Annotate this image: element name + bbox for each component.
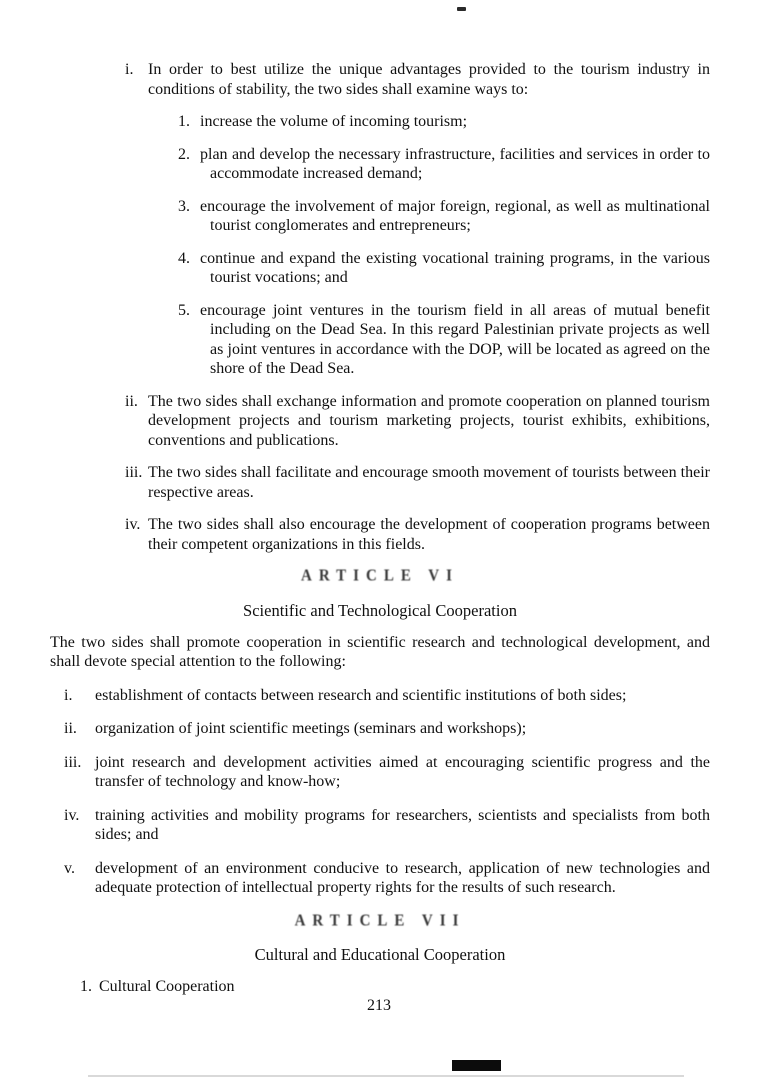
scan-footer-line [88, 1075, 684, 1077]
list-item [125, 515, 710, 554]
item-text: increase the volume of incoming tourism; [200, 113, 468, 131]
item-marker: i. [64, 686, 73, 704]
item-text: plan and develop the necessary infrastructure, facilities and services in order to accommodate increased demand; [200, 145, 710, 183]
page-content [50, 60, 710, 997]
list-item [178, 249, 710, 288]
item-marker: iv. [125, 516, 141, 534]
item-text: Cultural Cooperation [99, 978, 235, 996]
list-item [64, 753, 710, 792]
item-marker: 3. [178, 197, 190, 215]
item-marker: 1. [80, 978, 92, 996]
list-item [64, 806, 710, 845]
item-marker: iii. [125, 464, 143, 482]
item-marker: 2. [178, 145, 190, 163]
item-text: The two sides shall also encourage the development of cooperation programs between their competent organizations in this fields. [148, 516, 710, 553]
item-marker: 4. [178, 249, 190, 267]
section-title-cultural: Cultural and Educational Cooperation [254, 945, 506, 965]
section-intro: The two sides shall promote cooperation in scientific research and technological development, and shall devote special attention to the following: [50, 633, 710, 671]
item-marker: 1. [178, 113, 190, 131]
item-marker: iv. [64, 806, 80, 824]
item-text: encourage joint ventures in the tourism field in all areas of mutual benefit including on the Dead Sea. In this regard Palestinian private projects as well as joint ventures in accordance with the DOP, will be located as agreed on the shore of the Dead Sea. [200, 301, 710, 378]
scan-artifact-top [457, 7, 466, 11]
list-item [125, 463, 710, 502]
list-item [178, 145, 710, 184]
list-item [125, 392, 710, 451]
item-marker: iii. [64, 753, 82, 771]
item-text: continue and expand the existing vocational training programs, in the various tourist vocations; and [200, 249, 710, 287]
item-text: The two sides shall facilitate and encourage smooth movement of tourists between their respective areas. [148, 464, 710, 501]
item-text: encourage the involvement of major foreign, regional, as well as multinational tourist conglomerates and entrepreneurs; [200, 197, 710, 235]
item-text: In order to best utilize the unique advantages provided to the tourism industry in conditions of stability, the two sides shall examine ways to: [148, 61, 710, 98]
list-item [64, 859, 710, 898]
list-item [64, 686, 710, 706]
article-heading-vi: ARTICLE VI [301, 567, 459, 586]
item-text: The two sides shall exchange information and promote cooperation on planned tourism development projects and tourism marketing projects, tourist exhibits, exhibitions, conventions and publications. [148, 392, 710, 449]
item-marker: 5. [178, 301, 190, 319]
scan-artifact-bottom [452, 1060, 501, 1071]
list-item [64, 719, 710, 739]
item-text: organization of joint scientific meetings (seminars and workshops); [95, 720, 527, 738]
item-marker: v. [64, 859, 75, 877]
list-item [178, 301, 710, 379]
list-item [125, 60, 710, 99]
list-item [80, 977, 710, 997]
item-marker: ii. [125, 392, 138, 410]
section-title-scientific: Scientific and Technological Cooperation [243, 600, 517, 620]
item-text: development of an environment conducive to research, application of new technologies and adequate protection of intellectual property rights for the results of such research. [95, 859, 710, 897]
article-heading-vii: ARTICLE VII [294, 911, 466, 930]
item-text: joint research and development activities aimed at encouraging scientific progress and the transfer of technology and know-how; [95, 753, 710, 791]
item-marker: i. [125, 61, 134, 78]
list-item [178, 112, 710, 132]
item-marker: ii. [64, 720, 77, 738]
list-item [178, 197, 710, 236]
page-number: 213 [367, 997, 391, 1014]
item-text: establishment of contacts between research and scientific institutions of both sides; [95, 686, 627, 704]
item-text: training activities and mobility programs for researchers, scientists and specialists from both sides; and [95, 806, 710, 844]
